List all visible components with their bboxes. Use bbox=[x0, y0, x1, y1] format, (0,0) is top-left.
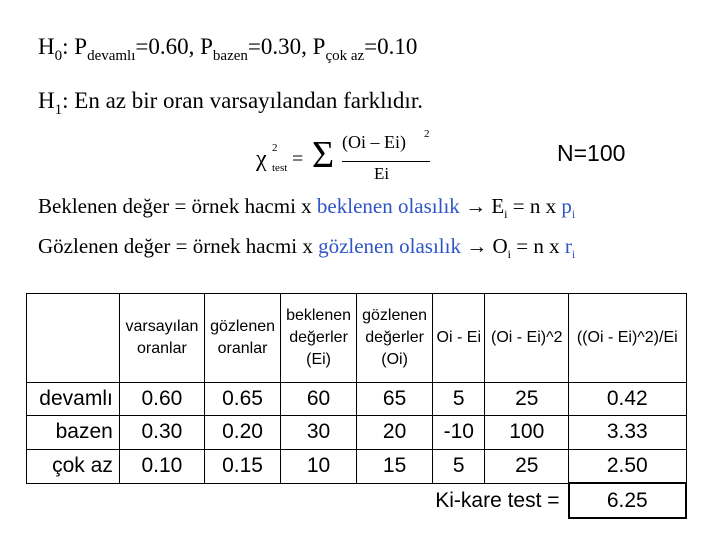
chi-square-total-value: 6.25 bbox=[569, 483, 686, 518]
p-devamli-subscript: devamlı bbox=[87, 48, 136, 64]
table-cell: 2.50 bbox=[569, 449, 686, 483]
observed-r-symbol: r bbox=[564, 234, 572, 258]
table-cell: 20 bbox=[357, 416, 433, 450]
expected-value-definition bbox=[38, 194, 575, 219]
expected-equation: = örnek hacmi x bbox=[169, 194, 317, 218]
p-cokaz-value: =0.10 bbox=[364, 34, 418, 59]
observed-o-subscript: i bbox=[507, 247, 511, 261]
expected-e-subscript: i bbox=[504, 207, 508, 221]
p-cokaz-subscript: çok az bbox=[325, 48, 365, 64]
expected-p-symbol: p bbox=[561, 194, 572, 218]
table-cell: 60 bbox=[281, 382, 357, 416]
sigma-symbol: Σ bbox=[312, 134, 335, 176]
chi-superscript: 2 bbox=[272, 142, 278, 154]
chi-square-formula bbox=[256, 128, 436, 190]
p-bazen-subscript: bazen bbox=[212, 48, 248, 64]
header-cell bbox=[281, 294, 357, 383]
table-cell: 10 bbox=[281, 449, 357, 483]
table-cell: 0.42 bbox=[569, 382, 686, 416]
empty-cell bbox=[27, 483, 120, 518]
chi-subscript: test bbox=[272, 162, 288, 174]
chi-square-table bbox=[26, 293, 687, 519]
observed-equation: = örnek hacmi x bbox=[170, 234, 319, 258]
header-line: oranlar bbox=[137, 339, 187, 357]
header-cell bbox=[569, 294, 686, 383]
h0-colon: : bbox=[62, 34, 75, 59]
total-row bbox=[27, 483, 687, 518]
chi-symbol: χ bbox=[256, 146, 267, 172]
table-cell: 3.33 bbox=[569, 416, 686, 450]
p-bazen-symbol: P bbox=[200, 34, 213, 59]
observed-tail: = n x bbox=[510, 234, 565, 258]
table-cell: 5 bbox=[433, 449, 485, 483]
corner-cell bbox=[27, 294, 120, 383]
table-cell: 0.65 bbox=[205, 382, 281, 416]
empty-cell bbox=[119, 483, 204, 518]
header-line: oranlar bbox=[217, 339, 268, 357]
expected-p-subscript: i bbox=[571, 207, 576, 221]
observed-probability-term: gözlenen olasılık bbox=[318, 234, 461, 258]
table-row bbox=[27, 382, 687, 416]
header-cell bbox=[205, 294, 281, 383]
header-line: (Oi) bbox=[381, 350, 408, 368]
h0-subscript: 0 bbox=[54, 48, 63, 64]
table-cell: 0.20 bbox=[205, 416, 281, 450]
table-cell: 0.60 bbox=[119, 382, 204, 416]
header-line: değerler bbox=[365, 328, 424, 346]
h0-symbol: H bbox=[38, 34, 55, 59]
table-cell: 15 bbox=[357, 449, 433, 483]
header-line: (Oi - Ei)^2 bbox=[491, 328, 563, 346]
row-label: bazen bbox=[27, 416, 120, 450]
header-cell bbox=[485, 294, 569, 383]
empty-cell bbox=[205, 483, 281, 518]
table-row bbox=[27, 449, 687, 483]
observed-r-subscript: i bbox=[571, 247, 576, 261]
h1-subscript: 1 bbox=[54, 102, 63, 118]
header-cell bbox=[433, 294, 485, 383]
formula-denominator: Ei bbox=[374, 164, 390, 183]
p-devamli-symbol: P bbox=[74, 34, 88, 59]
h1-symbol: H bbox=[38, 88, 55, 113]
sample-size-label: N=100 bbox=[557, 140, 626, 166]
table-cell: -10 bbox=[433, 416, 485, 450]
formula-equals: = bbox=[292, 148, 304, 170]
table-cell: 25 bbox=[485, 449, 569, 483]
table-cell: 25 bbox=[485, 382, 569, 416]
row-label: devamlı bbox=[27, 382, 120, 416]
table-cell: 0.15 bbox=[205, 449, 281, 483]
table-cell: 0.30 bbox=[119, 416, 204, 450]
table-cell: 100 bbox=[485, 416, 569, 450]
header-line: Oi - Ei bbox=[436, 328, 481, 346]
observed-value-definition bbox=[38, 234, 575, 259]
observed-arrow: → O bbox=[460, 234, 508, 258]
p-bazen-value: =0.30, bbox=[247, 34, 313, 59]
header-line: beklenen bbox=[286, 306, 352, 324]
chi-square-total-label: Ki-kare test = bbox=[435, 488, 560, 512]
p-cokaz-symbol: P bbox=[312, 34, 326, 59]
table-cell: 65 bbox=[357, 382, 433, 416]
expected-term: Beklenen değer bbox=[38, 194, 170, 218]
header-cell bbox=[357, 294, 433, 383]
h1-text: : En az bir oran varsayılandan farklıdır. bbox=[62, 88, 423, 113]
formula-numerator: (Oi – Ei) bbox=[342, 132, 406, 152]
header-cell bbox=[119, 294, 204, 383]
p-devamli-value: =0.60, bbox=[135, 34, 201, 59]
null-hypothesis bbox=[38, 34, 418, 64]
header-row bbox=[27, 294, 687, 383]
observed-term: Gözlenen değer bbox=[38, 234, 171, 258]
row-label: çok az bbox=[27, 449, 120, 483]
table-cell: 0.10 bbox=[119, 449, 204, 483]
table-cell: 5 bbox=[433, 382, 485, 416]
header-line: (Ei) bbox=[306, 350, 331, 368]
table-row bbox=[27, 416, 687, 450]
alternative-hypothesis bbox=[38, 88, 423, 118]
table-cell: 30 bbox=[281, 416, 357, 450]
expected-arrow: → E bbox=[459, 194, 505, 218]
header-line: gözlenen bbox=[362, 306, 428, 324]
formula-numerator-exponent: 2 bbox=[424, 128, 430, 140]
header-line: ((Oi - Ei)^2)/Ei bbox=[576, 328, 678, 346]
fraction-bar bbox=[342, 161, 430, 162]
header-line: gözlenen bbox=[210, 317, 276, 335]
header-line: değerler bbox=[289, 328, 348, 346]
expected-tail: = n x bbox=[507, 194, 562, 218]
expected-probability-term: beklenen olasılık bbox=[316, 194, 460, 218]
header-line: varsayılan bbox=[125, 317, 199, 335]
empty-cell bbox=[281, 483, 357, 518]
